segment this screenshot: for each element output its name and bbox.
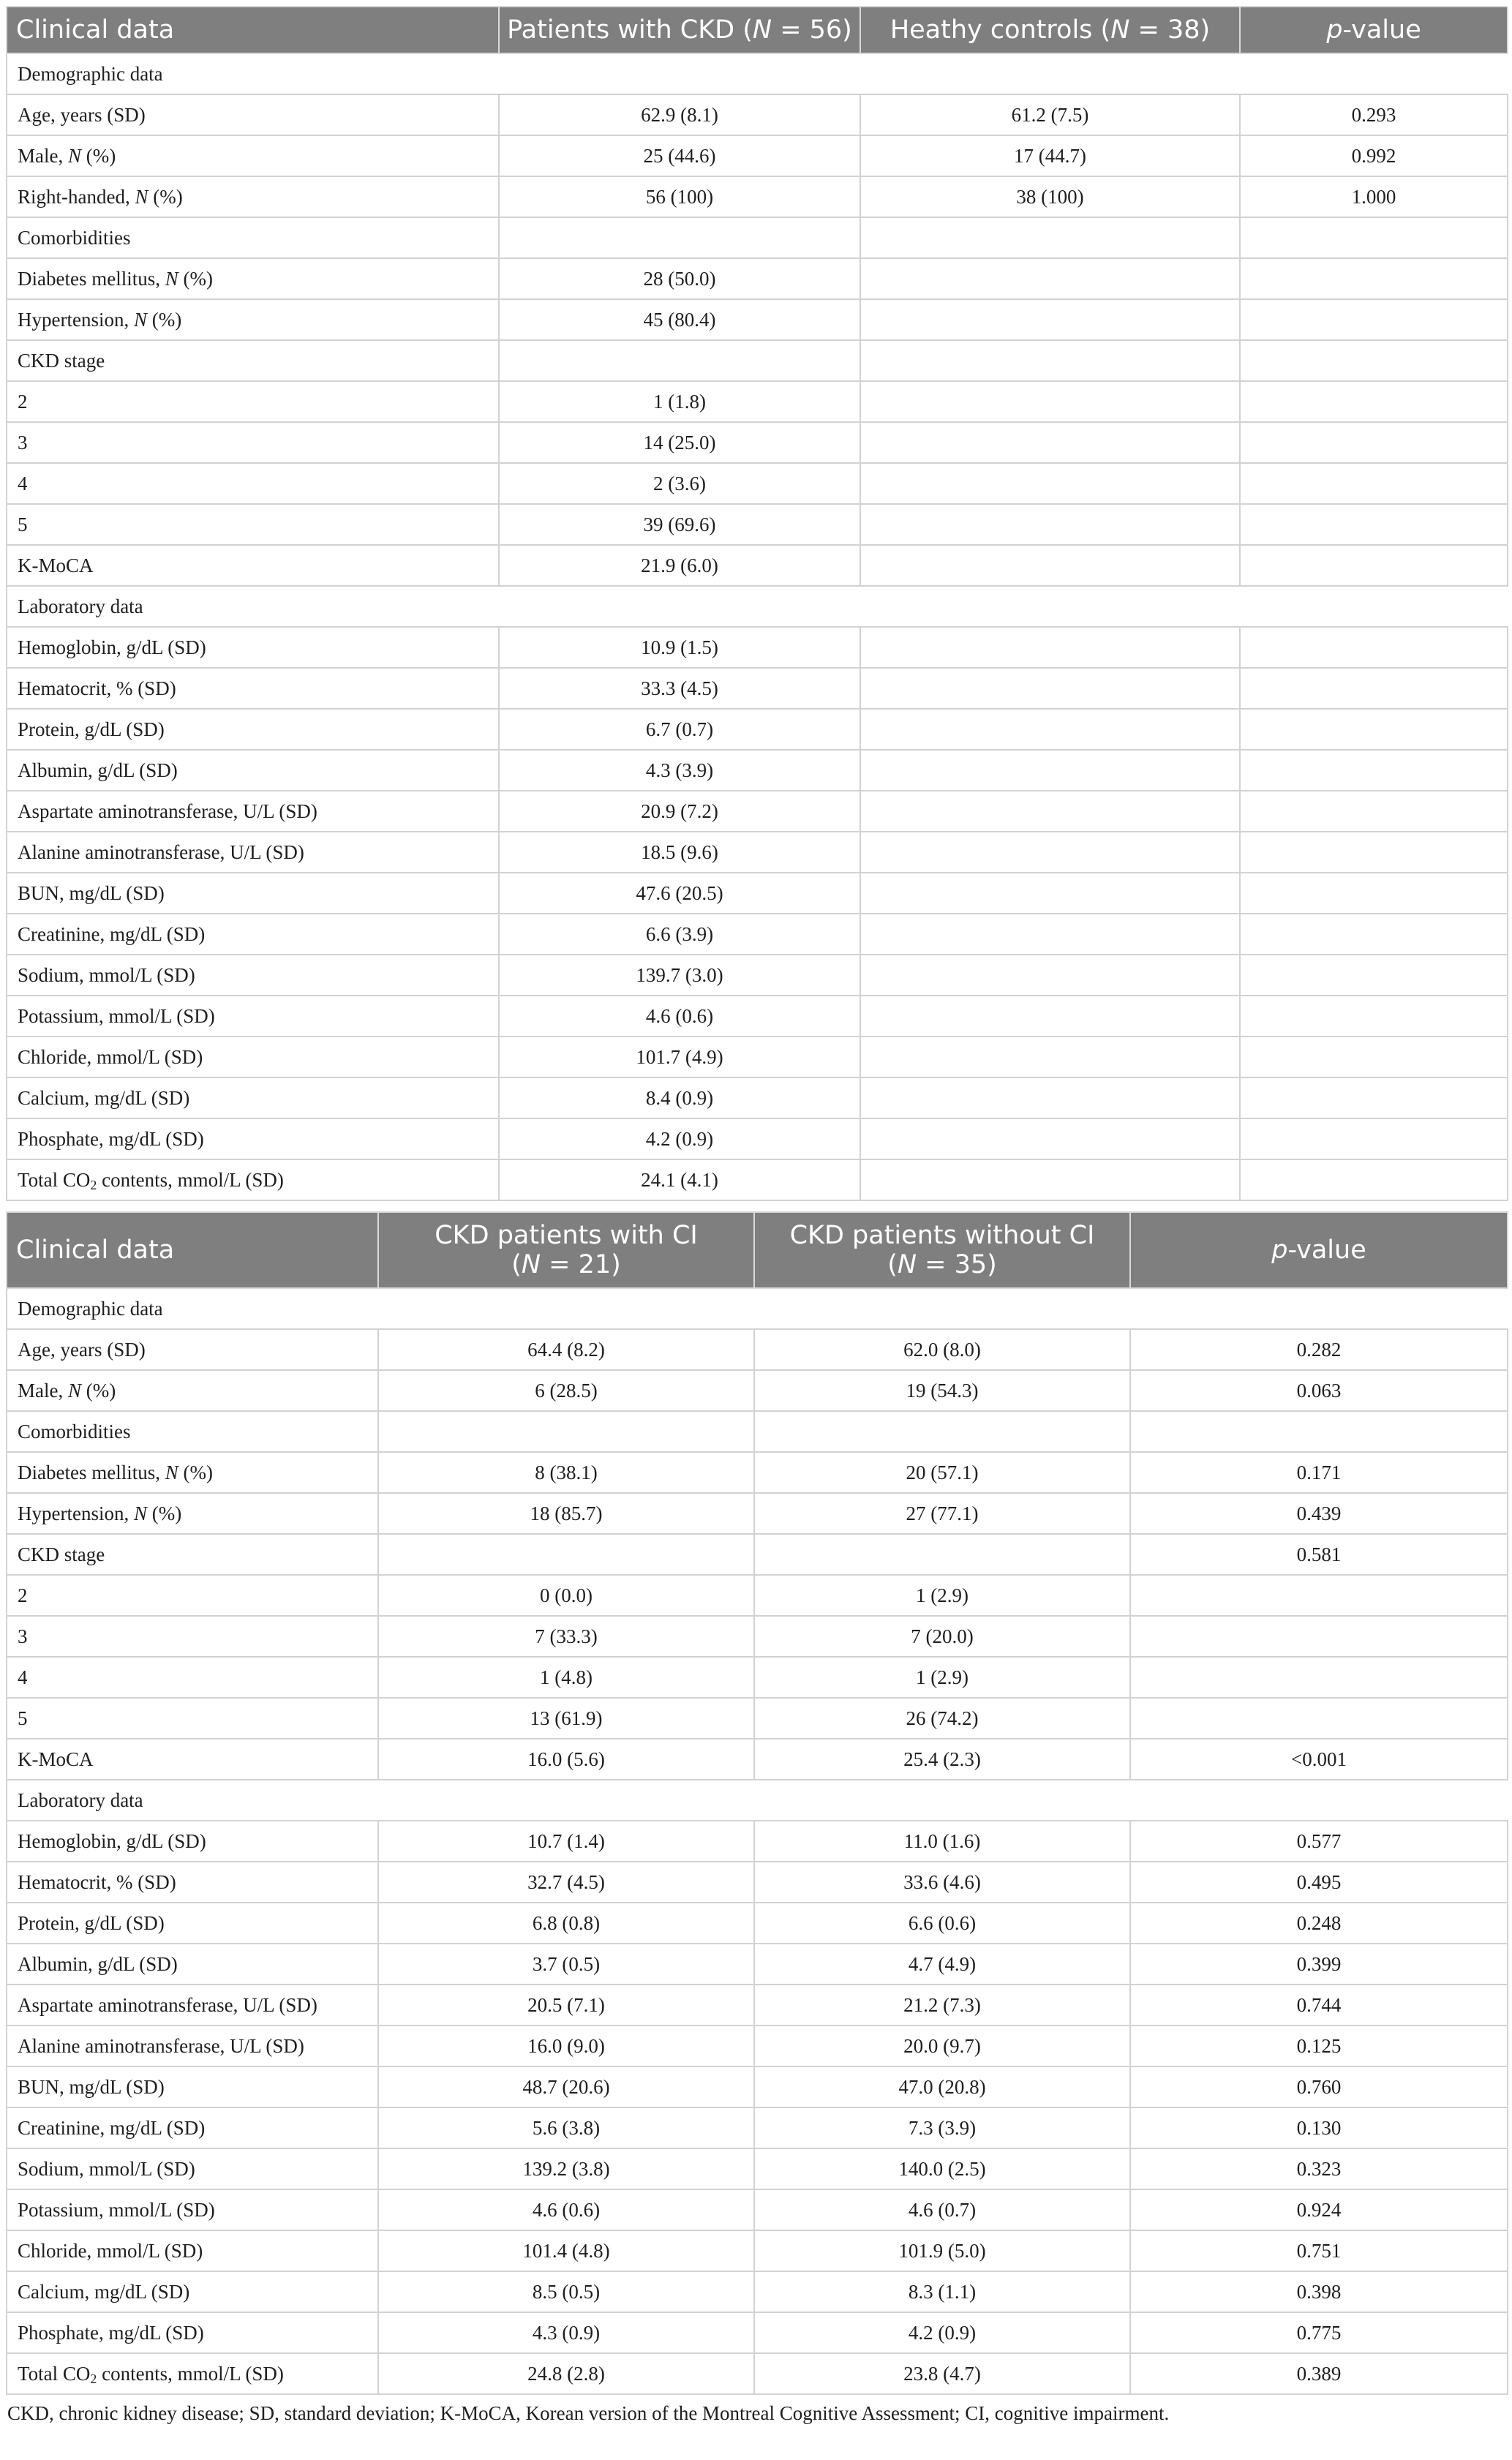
table-row xyxy=(7,1370,1508,1411)
value-cell: 4.6 (0.6) xyxy=(499,996,860,1037)
row-label: Diabetes mellitus, N (%) xyxy=(7,1452,378,1493)
row-label: CKD stage xyxy=(7,1534,378,1575)
header-patients-ckd: Patients with CKD (N = 56) xyxy=(499,7,860,53)
value-cell xyxy=(860,955,1240,996)
value-cell: 62.9 (8.1) xyxy=(499,94,860,135)
table-row xyxy=(7,1159,1508,1200)
value-cell: 62.0 (8.0) xyxy=(754,1329,1130,1370)
value-cell: 47.0 (20.8) xyxy=(754,2066,1130,2107)
value-cell: 18.5 (9.6) xyxy=(499,832,860,873)
section-row xyxy=(7,1780,1508,1821)
value-cell: 4.3 (3.9) xyxy=(499,750,860,791)
value-cell: 33.6 (4.6) xyxy=(754,1862,1130,1903)
row-label: 2 xyxy=(7,381,499,422)
table-header-row xyxy=(7,7,1508,53)
table-row xyxy=(7,1862,1508,1903)
p-value-cell xyxy=(1130,1411,1508,1452)
row-label: Phosphate, mg/dL (SD) xyxy=(7,1118,499,1159)
p-value-cell: 0.760 xyxy=(1130,2066,1508,2107)
p-value-cell xyxy=(1240,832,1508,873)
row-label: Comorbidities xyxy=(7,217,499,258)
table-row xyxy=(7,914,1508,955)
row-label: Protein, g/dL (SD) xyxy=(7,709,499,750)
value-cell: 101.7 (4.9) xyxy=(499,1037,860,1077)
value-cell xyxy=(860,873,1240,914)
value-cell xyxy=(860,709,1240,750)
header-clinical-data: Clinical data xyxy=(7,7,499,53)
value-cell: 6.6 (3.9) xyxy=(499,914,860,955)
value-cell: 8.3 (1.1) xyxy=(754,2271,1130,2312)
value-cell: 45 (80.4) xyxy=(499,299,860,340)
value-cell: 6.6 (0.6) xyxy=(754,1903,1130,1944)
table-ci-vs-no-ci xyxy=(6,1211,1508,2395)
table-row xyxy=(7,1037,1508,1077)
section-row xyxy=(7,1288,1508,1329)
value-cell xyxy=(860,1037,1240,1077)
p-value-cell xyxy=(1240,463,1508,504)
value-cell: 14 (25.0) xyxy=(499,422,860,463)
table-row xyxy=(7,1657,1508,1698)
row-label: 5 xyxy=(7,1698,378,1739)
value-cell: 4.6 (0.7) xyxy=(754,2189,1130,2230)
table-row xyxy=(7,873,1508,914)
value-cell xyxy=(860,1077,1240,1118)
p-value-cell xyxy=(1240,217,1508,258)
value-cell: 139.2 (3.8) xyxy=(378,2148,754,2189)
p-value-cell: 0.248 xyxy=(1130,1903,1508,1944)
table-row xyxy=(7,176,1508,217)
p-value-cell: 0.924 xyxy=(1130,2189,1508,2230)
row-label: Creatinine, mg/dL (SD) xyxy=(7,914,499,955)
table-row xyxy=(7,1985,1508,2025)
table-row xyxy=(7,1698,1508,1739)
value-cell xyxy=(860,504,1240,545)
row-label: Sodium, mmol/L (SD) xyxy=(7,2148,378,2189)
p-value-cell xyxy=(1240,709,1508,750)
p-value-cell xyxy=(1240,299,1508,340)
table-row xyxy=(7,996,1508,1037)
p-value-cell xyxy=(1240,750,1508,791)
table-row xyxy=(7,2107,1508,2148)
p-value-cell: 0.125 xyxy=(1130,2025,1508,2066)
value-cell: 18 (85.7) xyxy=(378,1493,754,1534)
row-label: BUN, mg/dL (SD) xyxy=(7,2066,378,2107)
value-cell xyxy=(378,1534,754,1575)
value-cell: 101.9 (5.0) xyxy=(754,2230,1130,2271)
row-label: Albumin, g/dL (SD) xyxy=(7,1944,378,1985)
table-row xyxy=(7,1329,1508,1370)
value-cell: 4.6 (0.6) xyxy=(378,2189,754,2230)
row-label: 4 xyxy=(7,463,499,504)
table-row xyxy=(7,217,1508,258)
p-value-cell xyxy=(1130,1698,1508,1739)
header-ckd-without-ci: CKD patients without CI (N = 35) xyxy=(754,1212,1130,1288)
value-cell: 47.6 (20.5) xyxy=(499,873,860,914)
table-row xyxy=(7,299,1508,340)
table-row xyxy=(7,545,1508,586)
table-row xyxy=(7,381,1508,422)
p-value-cell: 0.439 xyxy=(1130,1493,1508,1534)
row-label: K-MoCA xyxy=(7,545,499,586)
table-row xyxy=(7,2271,1508,2312)
table-row xyxy=(7,627,1508,668)
value-cell xyxy=(378,1411,754,1452)
value-cell: 24.8 (2.8) xyxy=(378,2353,754,2394)
value-cell: 20 (57.1) xyxy=(754,1452,1130,1493)
value-cell: 16.0 (9.0) xyxy=(378,2025,754,2066)
row-label: Alanine aminotransferase, U/L (SD) xyxy=(7,832,499,873)
p-value-cell: 0.293 xyxy=(1240,94,1508,135)
value-cell: 13 (61.9) xyxy=(378,1698,754,1739)
p-value-cell xyxy=(1240,258,1508,299)
value-cell: 64.4 (8.2) xyxy=(378,1329,754,1370)
p-value-cell xyxy=(1240,381,1508,422)
value-cell xyxy=(860,750,1240,791)
row-label: Male, N (%) xyxy=(7,1370,378,1411)
value-cell: 28 (50.0) xyxy=(499,258,860,299)
section-row xyxy=(7,586,1508,627)
table-row xyxy=(7,1411,1508,1452)
p-value-cell xyxy=(1240,545,1508,586)
p-value-cell: 0.063 xyxy=(1130,1370,1508,1411)
row-label: Age, years (SD) xyxy=(7,94,499,135)
row-label: K-MoCA xyxy=(7,1739,378,1780)
table-row xyxy=(7,1575,1508,1616)
p-value-cell: 0.323 xyxy=(1130,2148,1508,2189)
row-label: Age, years (SD) xyxy=(7,1329,378,1370)
value-cell: 21.2 (7.3) xyxy=(754,1985,1130,2025)
value-cell: 6.8 (0.8) xyxy=(378,1903,754,1944)
p-value-cell: 0.282 xyxy=(1130,1329,1508,1370)
row-label: Calcium, mg/dL (SD) xyxy=(7,1077,499,1118)
value-cell: 1 (1.8) xyxy=(499,381,860,422)
header-p-value: p-value xyxy=(1130,1212,1508,1288)
value-cell: 17 (44.7) xyxy=(860,135,1240,176)
table-footnote: CKD, chronic kidney disease; SD, standard deviation; K-MoCA, Korean version of the Montreal Cognitive Assessment; CI, cognitive impairment. xyxy=(7,2402,1170,2424)
document xyxy=(6,6,1507,2425)
value-cell: 1 (4.8) xyxy=(378,1657,754,1698)
value-cell: 33.3 (4.5) xyxy=(499,668,860,709)
p-value-cell xyxy=(1240,914,1508,955)
p-value-cell xyxy=(1240,955,1508,996)
p-value-cell xyxy=(1240,996,1508,1037)
value-cell xyxy=(499,340,860,381)
row-label: Comorbidities xyxy=(7,1411,378,1452)
row-label: Albumin, g/dL (SD) xyxy=(7,750,499,791)
table-row xyxy=(7,2230,1508,2271)
table-header-row xyxy=(7,1212,1508,1288)
p-value-cell xyxy=(1240,1159,1508,1200)
row-label: Diabetes mellitus, N (%) xyxy=(7,258,499,299)
value-cell xyxy=(860,668,1240,709)
value-cell xyxy=(754,1534,1130,1575)
row-label: Hemoglobin, g/dL (SD) xyxy=(7,627,499,668)
row-label: Chloride, mmol/L (SD) xyxy=(7,2230,378,2271)
row-label: CKD stage xyxy=(7,340,499,381)
p-value-cell: 0.751 xyxy=(1130,2230,1508,2271)
value-cell xyxy=(860,463,1240,504)
p-value-cell: 0.744 xyxy=(1130,1985,1508,2025)
value-cell xyxy=(860,381,1240,422)
table-body xyxy=(7,1288,1508,2394)
value-cell: 6 (28.5) xyxy=(378,1370,754,1411)
table-row xyxy=(7,135,1508,176)
value-cell: 61.2 (7.5) xyxy=(860,94,1240,135)
value-cell xyxy=(860,996,1240,1037)
table-row xyxy=(7,2353,1508,2394)
table-row xyxy=(7,750,1508,791)
table-row xyxy=(7,955,1508,996)
table-row xyxy=(7,2312,1508,2353)
value-cell xyxy=(860,1159,1240,1200)
table-row xyxy=(7,1077,1508,1118)
header-p-value: p-value xyxy=(1240,7,1508,53)
value-cell: 6.7 (0.7) xyxy=(499,709,860,750)
value-cell: 20.0 (9.7) xyxy=(754,2025,1130,2066)
p-value-cell xyxy=(1240,627,1508,668)
section-label: Laboratory data xyxy=(7,586,1508,627)
table-row xyxy=(7,1493,1508,1534)
section-label: Demographic data xyxy=(7,1288,1508,1329)
row-label: Chloride, mmol/L (SD) xyxy=(7,1037,499,1077)
table-row xyxy=(7,340,1508,381)
value-cell: 4.3 (0.9) xyxy=(378,2312,754,2353)
table-row xyxy=(7,463,1508,504)
value-cell: 24.1 (4.1) xyxy=(499,1159,860,1200)
p-value-cell xyxy=(1240,1118,1508,1159)
value-cell: 2 (3.6) xyxy=(499,463,860,504)
table-row xyxy=(7,2148,1508,2189)
value-cell xyxy=(754,1411,1130,1452)
table-row xyxy=(7,2025,1508,2066)
value-cell xyxy=(860,299,1240,340)
row-label: Aspartate aminotransferase, U/L (SD) xyxy=(7,1985,378,2025)
value-cell: 39 (69.6) xyxy=(499,504,860,545)
row-label: Hematocrit, % (SD) xyxy=(7,1862,378,1903)
value-cell: 8.4 (0.9) xyxy=(499,1077,860,1118)
row-label: Alanine aminotransferase, U/L (SD) xyxy=(7,2025,378,2066)
value-cell: 10.7 (1.4) xyxy=(378,1821,754,1862)
p-value-cell xyxy=(1130,1575,1508,1616)
value-cell xyxy=(860,914,1240,955)
p-value-cell: 0.398 xyxy=(1130,2271,1508,2312)
value-cell: 101.4 (4.8) xyxy=(378,2230,754,2271)
p-value-cell: 0.495 xyxy=(1130,1862,1508,1903)
table-ckd-vs-controls xyxy=(6,6,1508,1201)
value-cell xyxy=(860,340,1240,381)
p-value-cell: 0.775 xyxy=(1130,2312,1508,2353)
value-cell: 5.6 (3.8) xyxy=(378,2107,754,2148)
value-cell xyxy=(860,791,1240,832)
value-cell: 1 (2.9) xyxy=(754,1575,1130,1616)
value-cell: 20.5 (7.1) xyxy=(378,1985,754,2025)
p-value-cell: 0.399 xyxy=(1130,1944,1508,1985)
value-cell: 48.7 (20.6) xyxy=(378,2066,754,2107)
p-value-cell: 0.171 xyxy=(1130,1452,1508,1493)
p-value-cell: 0.581 xyxy=(1130,1534,1508,1575)
table-row xyxy=(7,832,1508,873)
table-row xyxy=(7,1739,1508,1780)
table-row xyxy=(7,2189,1508,2230)
p-value-cell xyxy=(1130,1657,1508,1698)
value-cell: 140.0 (2.5) xyxy=(754,2148,1130,2189)
row-label: Protein, g/dL (SD) xyxy=(7,1903,378,1944)
value-cell xyxy=(860,545,1240,586)
value-cell: 0 (0.0) xyxy=(378,1575,754,1616)
p-value-cell xyxy=(1240,1077,1508,1118)
value-cell: 4.7 (4.9) xyxy=(754,1944,1130,1985)
table-row xyxy=(7,668,1508,709)
value-cell: 7.3 (3.9) xyxy=(754,2107,1130,2148)
row-label: Potassium, mmol/L (SD) xyxy=(7,2189,378,2230)
p-value-cell xyxy=(1240,422,1508,463)
p-value-cell xyxy=(1240,504,1508,545)
value-cell: 25 (44.6) xyxy=(499,135,860,176)
value-cell: 4.2 (0.9) xyxy=(754,2312,1130,2353)
row-label: Potassium, mmol/L (SD) xyxy=(7,996,499,1037)
value-cell: 3.7 (0.5) xyxy=(378,1944,754,1985)
value-cell: 21.9 (6.0) xyxy=(499,545,860,586)
table-row xyxy=(7,94,1508,135)
header-ckd-with-ci: CKD patients with CI (N = 21) xyxy=(378,1212,754,1288)
value-cell: 4.2 (0.9) xyxy=(499,1118,860,1159)
row-label: BUN, mg/dL (SD) xyxy=(7,873,499,914)
p-value-cell xyxy=(1240,340,1508,381)
table-row xyxy=(7,709,1508,750)
value-cell: 1 (2.9) xyxy=(754,1657,1130,1698)
row-label: Hematocrit, % (SD) xyxy=(7,668,499,709)
value-cell xyxy=(860,258,1240,299)
table-body xyxy=(7,53,1508,1200)
row-label: 5 xyxy=(7,504,499,545)
p-value-cell xyxy=(1240,1037,1508,1077)
row-label: Calcium, mg/dL (SD) xyxy=(7,2271,378,2312)
row-label: 3 xyxy=(7,422,499,463)
value-cell: 8.5 (0.5) xyxy=(378,2271,754,2312)
value-cell: 23.8 (4.7) xyxy=(754,2353,1130,2394)
p-value-cell xyxy=(1130,1616,1508,1657)
row-label: Male, N (%) xyxy=(7,135,499,176)
row-label: 4 xyxy=(7,1657,378,1698)
table-row xyxy=(7,1452,1508,1493)
value-cell: 27 (77.1) xyxy=(754,1493,1130,1534)
row-label: Hypertension, N (%) xyxy=(7,299,499,340)
table-row xyxy=(7,1534,1508,1575)
value-cell xyxy=(860,217,1240,258)
value-cell xyxy=(499,217,860,258)
value-cell xyxy=(860,422,1240,463)
p-value-cell xyxy=(1240,668,1508,709)
p-value-cell: 0.577 xyxy=(1130,1821,1508,1862)
value-cell: 56 (100) xyxy=(499,176,860,217)
table-row xyxy=(7,258,1508,299)
table-row xyxy=(7,1903,1508,1944)
value-cell: 32.7 (4.5) xyxy=(378,1862,754,1903)
row-label: Hypertension, N (%) xyxy=(7,1493,378,1534)
value-cell: 20.9 (7.2) xyxy=(499,791,860,832)
value-cell: 8 (38.1) xyxy=(378,1452,754,1493)
table-row xyxy=(7,1944,1508,1985)
row-label: 2 xyxy=(7,1575,378,1616)
value-cell: 139.7 (3.0) xyxy=(499,955,860,996)
value-cell: 19 (54.3) xyxy=(754,1370,1130,1411)
table-row xyxy=(7,2066,1508,2107)
row-label: Right-handed, N (%) xyxy=(7,176,499,217)
p-value-cell: <0.001 xyxy=(1130,1739,1508,1780)
p-value-cell xyxy=(1240,791,1508,832)
row-label: Total $CO_2$ contents, mmol/L (SD) xyxy=(7,1159,499,1200)
section-label: Demographic data xyxy=(7,53,1508,94)
value-cell: 25.4 (2.3) xyxy=(754,1739,1130,1780)
value-cell: 16.0 (5.6) xyxy=(378,1739,754,1780)
p-value-cell: 0.130 xyxy=(1130,2107,1508,2148)
section-label: Laboratory data xyxy=(7,1780,1508,1821)
table-row xyxy=(7,504,1508,545)
header-healthy-controls: Heathy controls (N = 38) xyxy=(860,7,1240,53)
row-label: 3 xyxy=(7,1616,378,1657)
value-cell xyxy=(860,627,1240,668)
section-row xyxy=(7,53,1508,94)
value-cell xyxy=(860,1118,1240,1159)
row-label: Total $CO_2$ contents, mmol/L (SD) xyxy=(7,2353,378,2394)
table-row xyxy=(7,1616,1508,1657)
table-row xyxy=(7,422,1508,463)
value-cell: 38 (100) xyxy=(860,176,1240,217)
value-cell: 7 (33.3) xyxy=(378,1616,754,1657)
table-row xyxy=(7,791,1508,832)
p-value-cell xyxy=(1240,873,1508,914)
value-cell: 26 (74.2) xyxy=(754,1698,1130,1739)
value-cell: 7 (20.0) xyxy=(754,1616,1130,1657)
row-label: Sodium, mmol/L (SD) xyxy=(7,955,499,996)
value-cell: 11.0 (1.6) xyxy=(754,1821,1130,1862)
row-label: Aspartate aminotransferase, U/L (SD) xyxy=(7,791,499,832)
row-label: Phosphate, mg/dL (SD) xyxy=(7,2312,378,2353)
p-value-cell: 0.389 xyxy=(1130,2353,1508,2394)
header-clinical-data: Clinical data xyxy=(7,1212,378,1288)
table-row xyxy=(7,1821,1508,1862)
p-value-cell: 1.000 xyxy=(1240,176,1508,217)
row-label: Creatinine, mg/dL (SD) xyxy=(7,2107,378,2148)
row-label: Hemoglobin, g/dL (SD) xyxy=(7,1821,378,1862)
value-cell: 10.9 (1.5) xyxy=(499,627,860,668)
value-cell xyxy=(860,832,1240,873)
table-row xyxy=(7,1118,1508,1159)
p-value-cell: 0.992 xyxy=(1240,135,1508,176)
